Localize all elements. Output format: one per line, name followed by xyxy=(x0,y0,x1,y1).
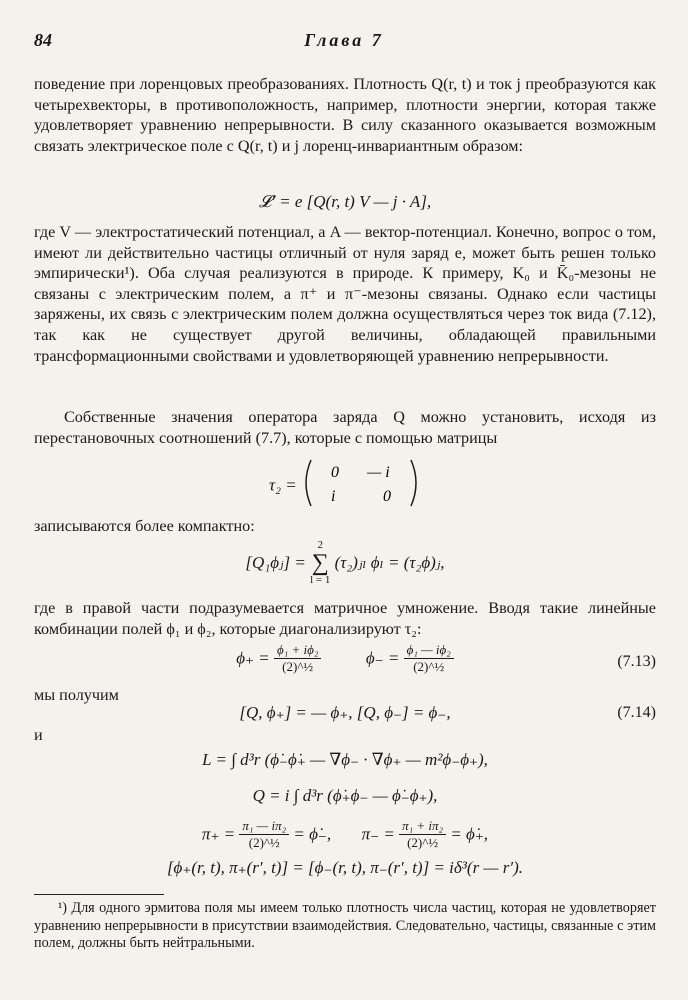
equation-7-13 xyxy=(34,642,656,682)
phi-plus-lhs: ϕ₊ = xyxy=(236,648,270,668)
pi-minus-denominator: (2)^½ xyxy=(407,835,439,850)
sum-upper: 2 xyxy=(317,539,323,551)
pi-plus-denominator: (2)^½ xyxy=(248,835,280,850)
paragraph-4: записываются более компактно: xyxy=(34,517,255,535)
equation-lagrangian: L = ∫ d³r (ϕ̇₋ϕ̇₊ — ∇ϕ₋ · ∇ϕ₊ — m²ϕ₋ϕ₊), xyxy=(202,750,488,769)
matrix-brackets xyxy=(301,458,421,508)
phi-minus-numerator: ϕ₁ — iϕ₂ xyxy=(404,642,454,659)
equation-number-7-14: (7.14) xyxy=(617,704,656,721)
paragraph-3: Собственные значения оператора заряда Q можно установить, исходя из перестановочных соотношений (7.7), которые с помощью матрицы xyxy=(34,408,656,447)
tau2-matrix xyxy=(301,458,421,513)
pi-minus-numerator: π₁ + iπ₂ xyxy=(399,818,446,835)
pi-minus-lhs: π₋ = xyxy=(361,824,395,844)
paragraph-1: поведение при лоренцовых преобразованиях. Плотность Q(r, t) и ток j преобразуются как четырехвекторы, в противоположность, например, плотности энергии, которая также удовлетворяет уравнению непрерывности. В силу сказанного оказывается возможным связать электрическое поле с Q(r, t) и j лоренц-инвариантным образом: xyxy=(34,75,656,155)
phi-plus-numerator: ϕ₁ + iϕ₂ xyxy=(274,642,321,659)
equation-momenta xyxy=(34,818,656,858)
paragraph-5: где в правой части подразумевается матричное умножение. Вводя такие линейные комбинации полей ϕ₁ и ϕ₂, которые диагонализируют τ₂: xyxy=(34,599,656,638)
sum-lower: l = 1 xyxy=(310,574,331,586)
phi-plus-denominator: (2)^½ xyxy=(282,659,314,674)
commutator-lhs: [Q₁ϕⱼ] = xyxy=(245,553,306,572)
commutator-rhs: (τ₂)ⱼₗ ϕₗ = (τ₂ϕ)ⱼ, xyxy=(334,553,445,572)
tau2-m22: 0 xyxy=(382,488,391,505)
tau2-m11: 0 xyxy=(330,464,339,481)
pi-plus-fraction xyxy=(239,818,289,851)
phi-minus-denominator: (2)^½ xyxy=(413,659,445,674)
equation-commutator-sum xyxy=(34,540,656,590)
phi-plus-fraction xyxy=(274,642,321,675)
pi-minus-fraction xyxy=(399,818,446,851)
footnote: ¹) Для одного эрмитова поля мы имеем только плотность числа частиц, которая не удовлетворяет уравнению непрерывности в присутствии взаимодействия. Следовательно, частицы, связанные с этим полем, должны быть нейтральными. xyxy=(34,900,656,952)
phi-minus-lhs: ϕ₋ = xyxy=(365,648,400,668)
equation-tau2 xyxy=(34,458,656,510)
sum-operator xyxy=(310,540,330,586)
equation-canonical-commutator: [ϕ₊(r, t), π₊(r′, t)] = [ϕ₋(r, t), π₋(r′, t)] = iδ³(r — r′). xyxy=(166,858,524,877)
paragraph-2: где V — электростатический потенциал, а A — вектор-потенциал. Конечно, вопрос о том, имеют ли действительно частицы отличный от нуля заряд e, может быть решен только эмпирически¹). Оба случая реализуются в природе. К примеру, K₀ и K̄₀-мезоны не связаны с электрическим полем, а π⁺ и π⁻-мезоны связаны. Однако если частицы заряжены, их связь с электрическим полем должна осуществляться через ток вида (7.12), так как не существует другой величины, обладающей правильными трансформационными свойствами и удовлетворяющей уравнению непрерывности. xyxy=(34,223,656,365)
paragraph-7: и xyxy=(34,726,43,744)
page-header xyxy=(34,30,654,54)
paragraph-6: мы получим xyxy=(34,686,119,704)
running-head: Глава 7 xyxy=(304,30,384,50)
pi-plus-numerator: π₁ — iπ₂ xyxy=(239,818,289,835)
sum-sign: ∑ xyxy=(311,550,329,576)
pi-minus-rhs: = ϕ̇₊, xyxy=(450,824,489,844)
pi-plus-lhs: π₊ = xyxy=(201,824,236,844)
equation-number-7-13: (7.13) xyxy=(617,653,656,670)
phi-minus-fraction xyxy=(404,642,454,675)
tau2-m21: i xyxy=(330,488,336,505)
tau2-m12: — i xyxy=(366,464,390,481)
equation-7-14: [Q, ϕ₊] = — ϕ₊, [Q, ϕ₋] = ϕ₋, xyxy=(239,703,451,722)
page-number: 84 xyxy=(34,30,52,50)
tau2-lhs: τ₂ = xyxy=(269,475,297,495)
pi-plus-rhs: = ϕ̇₋, xyxy=(293,824,332,844)
equation-lagrangian-coupling: 𝓛′ = e [Q(r, t) V — j · A], xyxy=(258,192,432,211)
equation-charge: Q = i ∫ d³r (ϕ̇₊ϕ₋ — ϕ̇₋ϕ₊), xyxy=(252,786,438,805)
footnote-rule xyxy=(34,894,164,895)
